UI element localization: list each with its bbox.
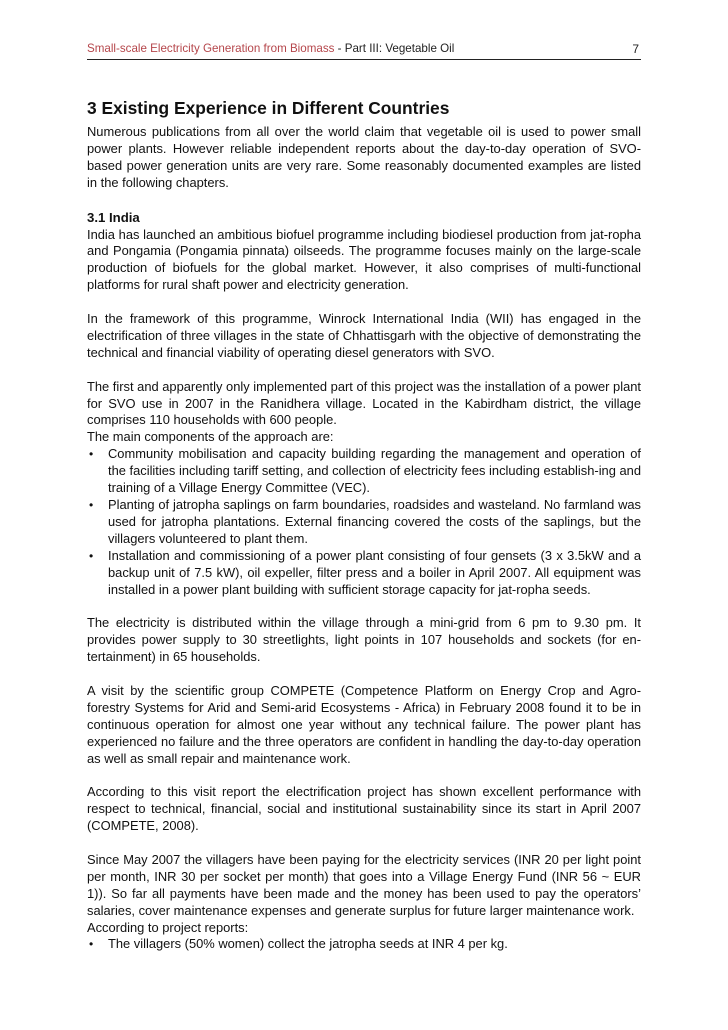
list-item-text: Installation and commissioning of a power plant consisting of four gensets (3 x 3.5kW and a backup unit of 7.5 kW), oil expeller, filter press and a boiler in April 2007. All equipment was installed in a power plant building with sufficient storage capacity for jat-ropha seeds.: [108, 547, 641, 597]
header-part-title: - Part III: Vegetable Oil: [334, 42, 455, 55]
paragraph: A visit by the scientific group COMPETE (Competence Platform on Energy Crop and Agro-forestry Systems for Arid and Semi-arid Ecosystems - Africa) in February 2008 found it to be in continuous operation for almost one year without any technical failure. The power plant has experienced no failure and the three operators are confident in handling the day-to-day operation as well as small repair and maintenance work.: [87, 682, 641, 766]
section-heading: 3 Existing Experience in Different Countries: [87, 98, 450, 118]
paragraph: According to project reports:: [87, 919, 249, 935]
bullet-icon: •: [89, 548, 94, 563]
bullet-list: [87, 936, 641, 953]
paragraph: Since May 2007 the villagers have been paying for the electricity services (INR 20 per light point per month, INR 30 per socket per month) that goes into a Village Energy Fund (INR 56 ~ EUR 1)). So far all payments have been made and the money has been used to pay the operators’ salaries, cover maintenance expenses and generate surplus for future larger maintenance work.: [87, 851, 641, 918]
header-series-title: Small-scale Electricity Generation from Biomass: [87, 42, 335, 55]
page-body: [87, 96, 641, 953]
list-item-text: Planting of jatropha saplings on farm boundaries, roadsides and wasteland. No farmland was used for jatropha plantations. External financing covered the costs of the saplings, but the villagers volunteered to plant them.: [108, 496, 641, 546]
paragraph: The main components of the approach are:: [87, 429, 334, 445]
list-item: [87, 936, 641, 953]
list-item: [87, 497, 641, 548]
list-item: [87, 548, 641, 599]
bullet-icon: •: [89, 937, 94, 952]
paragraph: According to this visit report the electrification project has shown excellent performance with respect to technical, financial, social and institutional sustainability since its start in April 2007 (COMPETE, 2008).: [87, 784, 641, 834]
running-header: [87, 39, 641, 60]
paragraph: In the framework of this programme, Winrock International India (WII) has engaged in the electrification of three villages in the state of Chhattisgarh with the objective of demonstrating the technical and financial viability of operating diesel generators with SVO.: [87, 311, 641, 360]
bullet-list: [87, 446, 641, 598]
paragraph: The electricity is distributed within the village through a mini-grid from 6 pm to 9.30 pm. It provides power supply to 30 streetlights, light points in 107 households and sockets (for en-tertainment) in 65 households.: [87, 615, 641, 665]
subsection-heading: 3.1 India: [87, 209, 140, 225]
section-intro-paragraph: Numerous publications from all over the world claim that vegetable oil is used to power small power plants. However reliable independent reports about the day-to-day operation of SVO-based power generation units are very rare. Some reasonably documented examples are listed in the following chapters.: [87, 124, 641, 190]
page-number: 7: [632, 42, 639, 56]
paragraph: India has launched an ambitious biofuel programme including biodiesel production from jat-ropha and Pongamia (Pongamia pinnata) oilseeds. The programme focuses mainly on the large-scale production of biofuels for the global market. However, it also comprises of multi-functional platforms for rural shaft power and electricity generation.: [87, 226, 641, 293]
list-item-text: Community mobilisation and capacity building regarding the management and operation of the facilities including tariff setting, and collection of electricity fees including establish-ing and training of a Village Energy Committee (VEC).: [108, 446, 641, 496]
paragraph: The first and apparently only implemented part of this project was the installation of a power plant for SVO use in 2007 in the Ranidhera village. Located in the Kabirdham district, the village comprises 110 households with 600 people.: [87, 378, 641, 428]
bullet-icon: •: [89, 497, 94, 512]
bullet-icon: •: [89, 447, 94, 462]
list-item-text: The villagers (50% women) collect the jatropha seeds at INR 4 per kg.: [108, 936, 508, 952]
list-item: [87, 446, 641, 497]
